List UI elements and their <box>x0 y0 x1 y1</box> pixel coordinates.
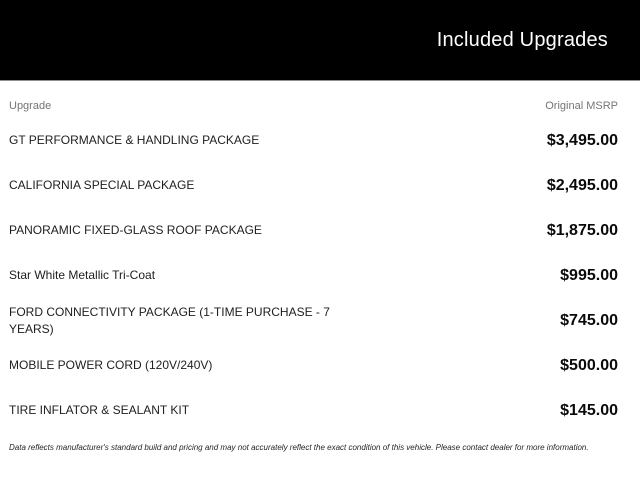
table-row <box>9 118 618 163</box>
table-row <box>9 163 618 208</box>
upgrade-price: $1,875.00 <box>546 221 618 239</box>
disclaimer-text: Data reflects manufacturer's standard build and pricing and may not accurately reflect the exact condition of this vehicle. Please contact dealer for more information. <box>9 443 589 452</box>
table-body <box>9 118 618 433</box>
upgrade-name: PANORAMIC FIXED-GLASS ROOF PACKAGE <box>9 223 262 238</box>
upgrade-name: FORD CONNECTIVITY PACKAGE (1-TIME PURCHASE - 7 YEARS) <box>9 305 330 336</box>
upgrade-price: $500.00 <box>560 356 618 374</box>
upgrade-price: $995.00 <box>560 266 618 284</box>
table-row <box>9 388 618 433</box>
upgrade-name: MOBILE POWER CORD (120V/240V) <box>9 358 213 373</box>
upgrade-name: CALIFORNIA SPECIAL PACKAGE <box>9 178 195 193</box>
table-row <box>9 253 618 298</box>
upgrades-table <box>0 81 640 433</box>
page-title: Included Upgrades <box>436 28 608 51</box>
header-bar <box>0 0 640 81</box>
column-header-upgrade: Upgrade <box>9 100 52 112</box>
table-row <box>9 343 618 388</box>
upgrade-price: $3,495.00 <box>546 131 618 149</box>
table-header-row <box>9 100 618 112</box>
upgrade-name: TIRE INFLATOR & SEALANT KIT <box>9 403 190 418</box>
column-header-original-msrp: Original MSRP <box>545 100 618 112</box>
upgrade-name: Star White Metallic Tri-Coat <box>9 268 156 283</box>
disclaimer-section <box>0 433 640 453</box>
table-row <box>9 208 618 253</box>
upgrade-price: $745.00 <box>560 311 618 329</box>
upgrade-price: $145.00 <box>560 401 618 419</box>
table-row <box>9 298 618 343</box>
upgrade-price: $2,495.00 <box>546 176 618 194</box>
upgrade-name: GT PERFORMANCE & HANDLING PACKAGE <box>9 133 260 148</box>
